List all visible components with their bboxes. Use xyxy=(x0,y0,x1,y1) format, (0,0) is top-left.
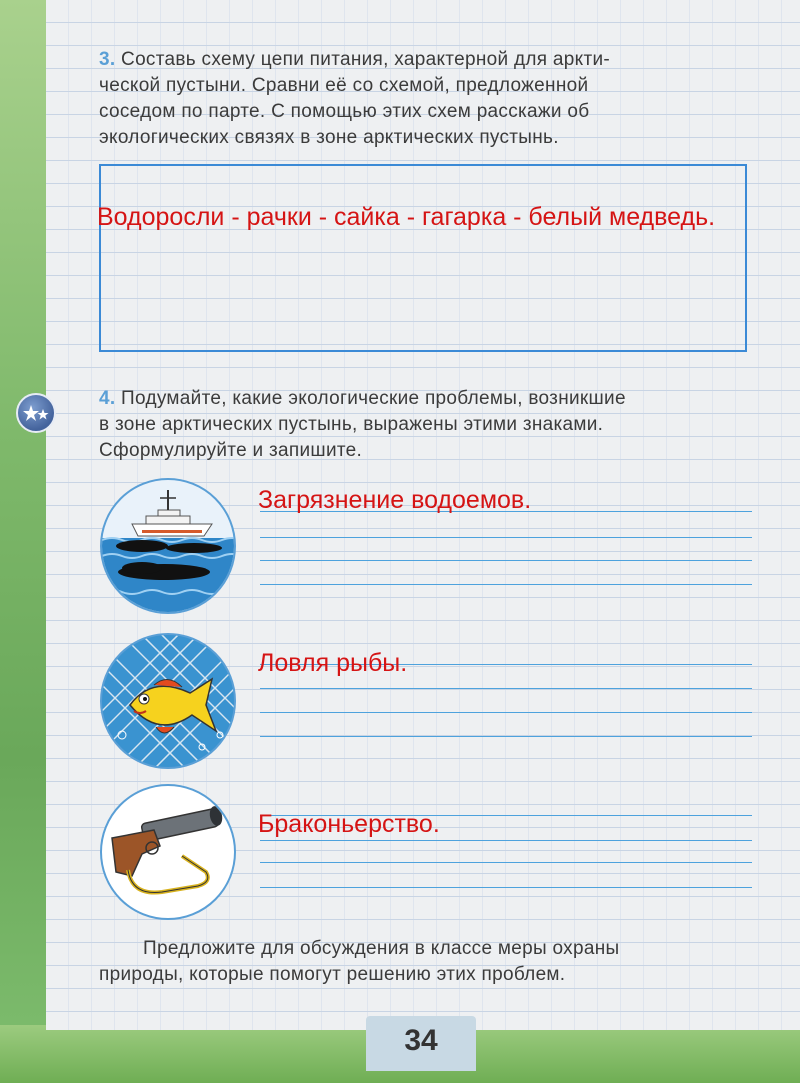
task3-answer-box[interactable] xyxy=(99,164,747,352)
task3-number: 3. xyxy=(99,49,116,70)
answer-line xyxy=(260,712,752,713)
answer-line xyxy=(260,887,752,888)
answer-line xyxy=(260,736,752,737)
answer-line xyxy=(260,537,752,538)
task4-line-2: в зоне арктических пустынь, выражены этими знаками. xyxy=(99,414,604,435)
task3-answer: Водоросли - рачки - сайка - гагарка - белый медведь. xyxy=(97,203,716,231)
answer-line xyxy=(260,584,752,585)
fish-in-net-icon xyxy=(100,633,236,769)
task4-answer-2: Ловля рыбы. xyxy=(258,649,408,677)
task3-line-2: ческой пустыни. Сравни её со схемой, предложенной xyxy=(99,75,589,96)
rifle-icon xyxy=(100,784,236,920)
footer-text xyxy=(99,936,759,988)
footer-line-1: Предложите для обсуждения в классе меры охраны xyxy=(143,938,620,959)
task3-line-3: соседом по парте. С помощью этих схем расскажи об xyxy=(99,101,590,122)
task3-line-4: экологических связях в зоне арктических пустынь. xyxy=(99,127,559,148)
task4-answer-3: Браконьерство. xyxy=(258,810,440,838)
answer-line xyxy=(260,862,752,863)
page-number: 34 xyxy=(404,1024,438,1057)
stars-badge-icon xyxy=(16,393,56,433)
answer-line xyxy=(260,688,752,689)
left-decorative-border xyxy=(0,0,46,1083)
task3-line-1: 3. Составь схему цепи питания, характерной для аркти- xyxy=(99,49,611,70)
task4-text xyxy=(99,386,759,464)
task4-line-1: 4. Подумайте, какие экологические проблемы, возникшие xyxy=(99,388,626,409)
task4-answer-1: Загрязнение водоемов. xyxy=(258,486,532,514)
task3-text xyxy=(99,47,759,151)
task4-line-3: Сформулируйте и запишите. xyxy=(99,440,363,461)
answer-line xyxy=(260,560,752,561)
footer-line-2: природы, которые помогут решению этих проблем. xyxy=(99,964,566,985)
task4-number: 4. xyxy=(99,388,116,409)
ship-oil-spill-icon xyxy=(100,478,236,614)
answer-line xyxy=(260,840,752,841)
